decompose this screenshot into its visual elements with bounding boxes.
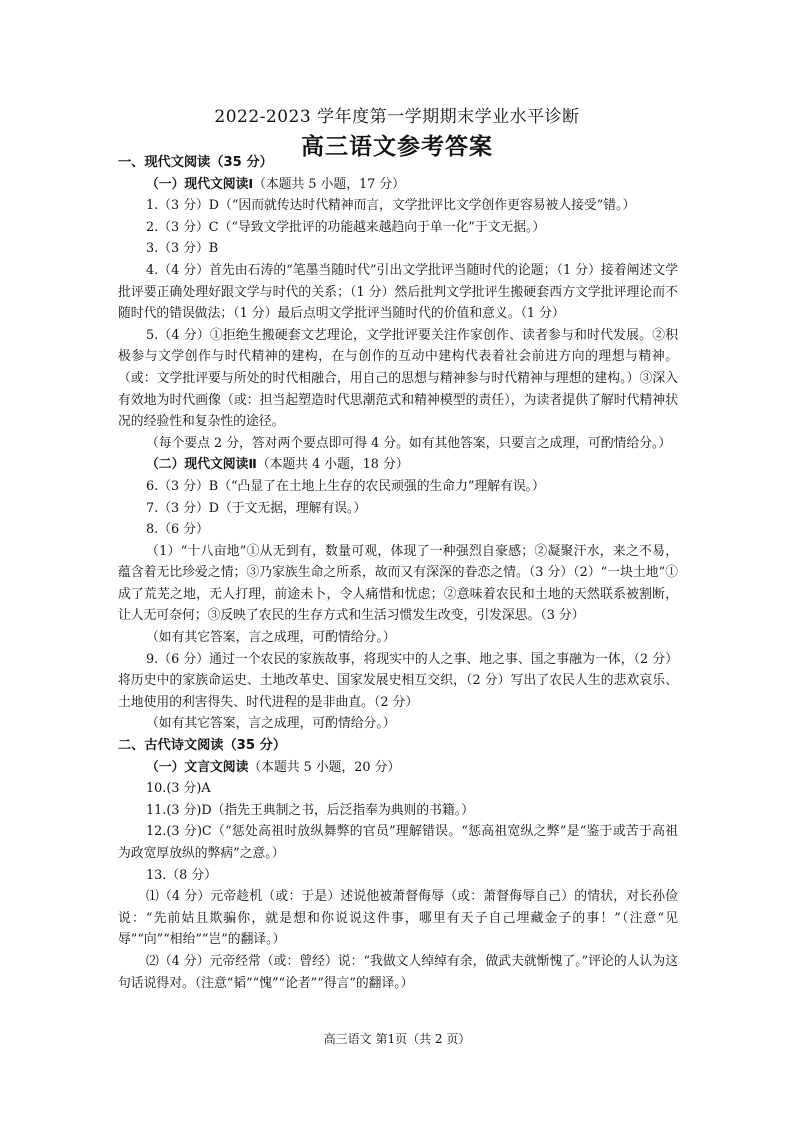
answer-q3: 3.（3 分）B: [146, 241, 219, 257]
answer-q5: 5.（4 分）①拒绝生搬硬套文艺理论，文学批评要关注作家创作、读者参与和时代发展。②积极参与文学创作与时代精神的建构，在与创作的互动中建构代表着社会前进方向的理想与精神。（或：文学批评要与所处的时代相融合，用自己的思想与精神参与时代精神与理想的建构。）③深入有效地为时代画像（或：担当起塑造时代思潮范式和精神模型的责任），为读者提供了解时代精神状况的经验性和复杂性的途径。: [118, 327, 678, 430]
subsection-title: （二）现代文阅读Ⅱ: [146, 457, 257, 473]
answer-q13: 13.（8 分）: [146, 867, 217, 883]
page-title: 高三语文参考答案: [301, 134, 493, 160]
answer-q11: 11.(3 分)D（指先王典制之书，后泛指奉为典则的书籍。）: [146, 802, 474, 818]
answer-q8-body: （1）“十八亩地”①从无到有，数量可观，体现了一种强烈自豪感；②凝聚汗水，来之不易，蕴含着无比珍爱之情；③乃家族生命之所系，故而又有深深的眷恋之情。（3 分）（2）“一块土地”①成了荒芜之地，无人打理，前途未卜，令人痛惜和忧虑；②意味着农民和土地的天然联系被割断，让人无可奈何；③反映了农民的生存方式和生活习惯发生改变，引发深思。（3 分）: [118, 543, 678, 624]
answer-q2: 2.（3 分）C（“导致文学批评的功能越来越趋向于单一化”于文无据。）: [146, 219, 546, 235]
page-footer: 高三语文 第1页（共 2 页）: [323, 1032, 471, 1046]
section-heading-classical-reading: 二、古代诗文阅读（35 分）: [118, 738, 287, 754]
subsection-title: （一）文言文阅读: [146, 759, 249, 775]
exam-title: 2022-2023 学年度第一学期期末学业水平诊断: [214, 107, 580, 127]
subsection-note: （本题共 5 小题，17 分）: [253, 176, 405, 192]
answer-q8: 8.（6 分）: [146, 522, 209, 538]
subsection-title: （一）现代文阅读Ⅰ: [146, 176, 254, 192]
scoring-note-q8: （如有其它答案，言之成理，可酌情给分。）: [146, 630, 396, 646]
section-heading-modern-reading: 一、现代文阅读（35 分）: [118, 155, 273, 170]
scoring-note-q9: （如有其它答案，言之成理，可酌情给分。）: [146, 716, 396, 732]
answer-q9: 9.（6 分）通过一个农民的家族故事，将现实中的人之事、地之事、国之事融为一体，（2 分）将历史中的家族命运史、土地改革史、国家发展史相互交织，（2 分）写出了农民人生的悲欢哀乐、土地使用的利害得失、时代进程的是非曲直。（2 分）: [118, 651, 678, 710]
subsection-note: （本题共 5 小题，20 分）: [248, 759, 401, 775]
scoring-note-q5: （每个要点 2 分，答对两个要点即可得 4 分。如有其他答案，只要言之成理，可酌情给分。）: [146, 435, 672, 451]
answer-q6: 6.（3 分）B（“凸显了在土地上生存的农民顽强的生命力”理解有误。）: [146, 478, 545, 494]
answer-q1: 1.（3 分）D（“因而就传达时代精神而言，文学批评比文学创作更容易被人接受”错。）: [146, 198, 636, 214]
answer-q7: 7.（3 分）D（于文无据，理解有误。）: [146, 500, 367, 516]
answer-q13-2: ⑵（4 分）元帝经常（或：曾经）说：“我做文人绰绰有余，做武夫就惭愧了。”评论的人认为这句话说得对。（注意“韬”“愧”“论者”“得言”的翻译。）: [118, 953, 678, 991]
answer-q12: 12.(3 分)C（“惩处高祖时放纵舞弊的官员”理解错误。“惩高祖宽纵之弊”是“鉴于或苦于高祖为政宽厚放纵的弊病”之意。）: [118, 824, 678, 861]
subsection-heading: [118, 174, 678, 196]
answer-q10: 10.(3 分)A: [146, 781, 211, 797]
answer-q4: 4.（4 分）首先由石涛的“笔墨当随时代”引出文学批评当随时代的论题；（1 分）接着阐述文学批评要正确处理好跟文学与时代的关系；（1 分）然后批判文学批评生搬硬套西方文学批评理论而不随时代的错误做法；（1 分）最后点明文学批评当随时代的价值和意义。（1 分）: [118, 262, 678, 322]
subsection-heading: [118, 757, 678, 779]
subsection-heading: [118, 454, 678, 476]
answer-content: [118, 152, 678, 994]
answer-q13-1: ⑴（4 分）元帝趁机（或：于是）述说他被萧督侮辱（或：萧督侮辱自己）的情状，对长孙俭说：“先前姑且欺骗你，就是想和你说说这件事，哪里有天子自己埋藏金子的事！”（注意“见辱”“向”“相绐”“岂”的翻译。）: [118, 889, 678, 948]
subsection-note: （本题共 4 小题，18 分）: [256, 457, 409, 473]
